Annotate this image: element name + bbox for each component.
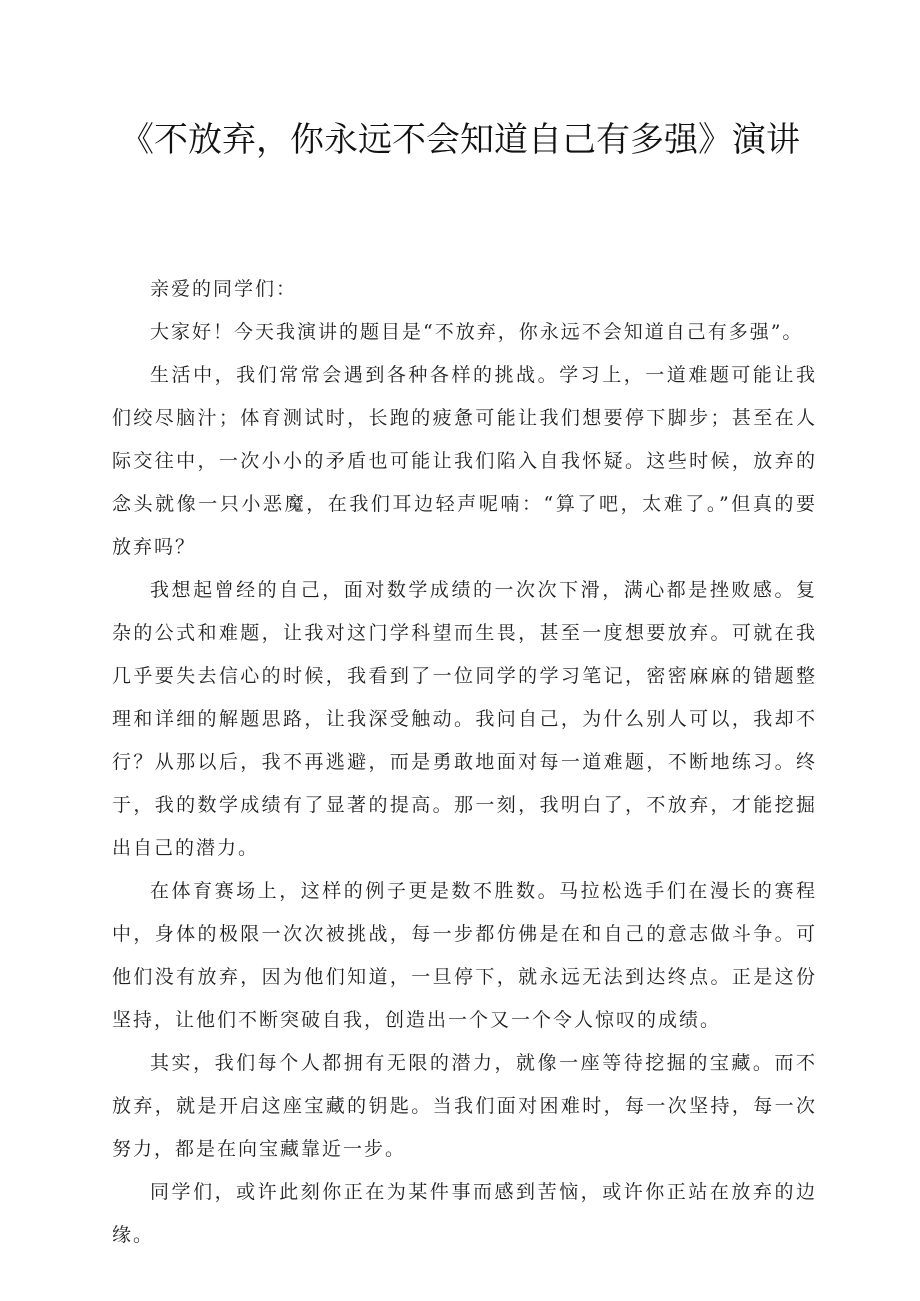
document-title: 《不放弃，你永远不会知道自己有多强》演讲: [120, 120, 800, 160]
paragraph-challenges: 生活中，我们常常会遇到各种各样的挑战。学习上，一道难题可能让我们绞尽脑汁；体育测试时，长跑的疲惫可能让我们想要停下脚步；甚至在人际交往中，一次小小的矛盾也可能让我们陷入自我怀疑。这些时候，放弃的念头就像一只小恶魔，在我们耳边轻声呢喃：“算了吧，太难了。”但真的要放弃吗？: [112, 364, 817, 558]
paragraph-intro: 大家好！今天我演讲的题目是“不放弃，你永远不会知道自己有多强”。: [150, 321, 804, 343]
paragraph-closing: 同学们，或许此刻你正在为某件事而感到苦恼，或许你正站在放弃的边缘。: [112, 1181, 817, 1246]
paragraph-sports: 在体育赛场上，这样的例子更是数不胜数。马拉松选手们在漫长的赛程中，身体的极限一次次被挑战，每一步都仿佛是在和自己的意志做斗争。可他们没有放弃，因为他们知道，一旦停下，就永远无法到达终点。正是这份坚持，让他们不断突破自我，创造出一个又一个令人惊叹的成绩。: [112, 880, 817, 1031]
paragraph-math-story: 我想起曾经的自己，面对数学成绩的一次次下滑，满心都是挫败感。复杂的公式和难题，让我对这门学科望而生畏，甚至一度想要放弃。可就在我几乎要失去信心的时候，我看到了一位同学的学习笔记，密密麻麻的错题整理和详细的解题思路，让我深受触动。我问自己，为什么别人可以，我却不行？从那以后，我不再逃避，而是勇敢地面对每一道难题，不断地练习。终于，我的数学成绩有了显著的提高。那一刻，我明白了，不放弃，才能挖掘出自己的潜力。: [112, 579, 817, 859]
greeting: 亲爱的同学们：: [150, 278, 298, 300]
document-body: [112, 268, 817, 1257]
paragraph-potential: 其实，我们每个人都拥有无限的潜力，就像一座等待挖掘的宝藏。而不放弃，就是开启这座宝藏的钥匙。当我们面对困难时，每一次坚持，每一次努力，都是在向宝藏靠近一步。: [112, 1052, 817, 1160]
